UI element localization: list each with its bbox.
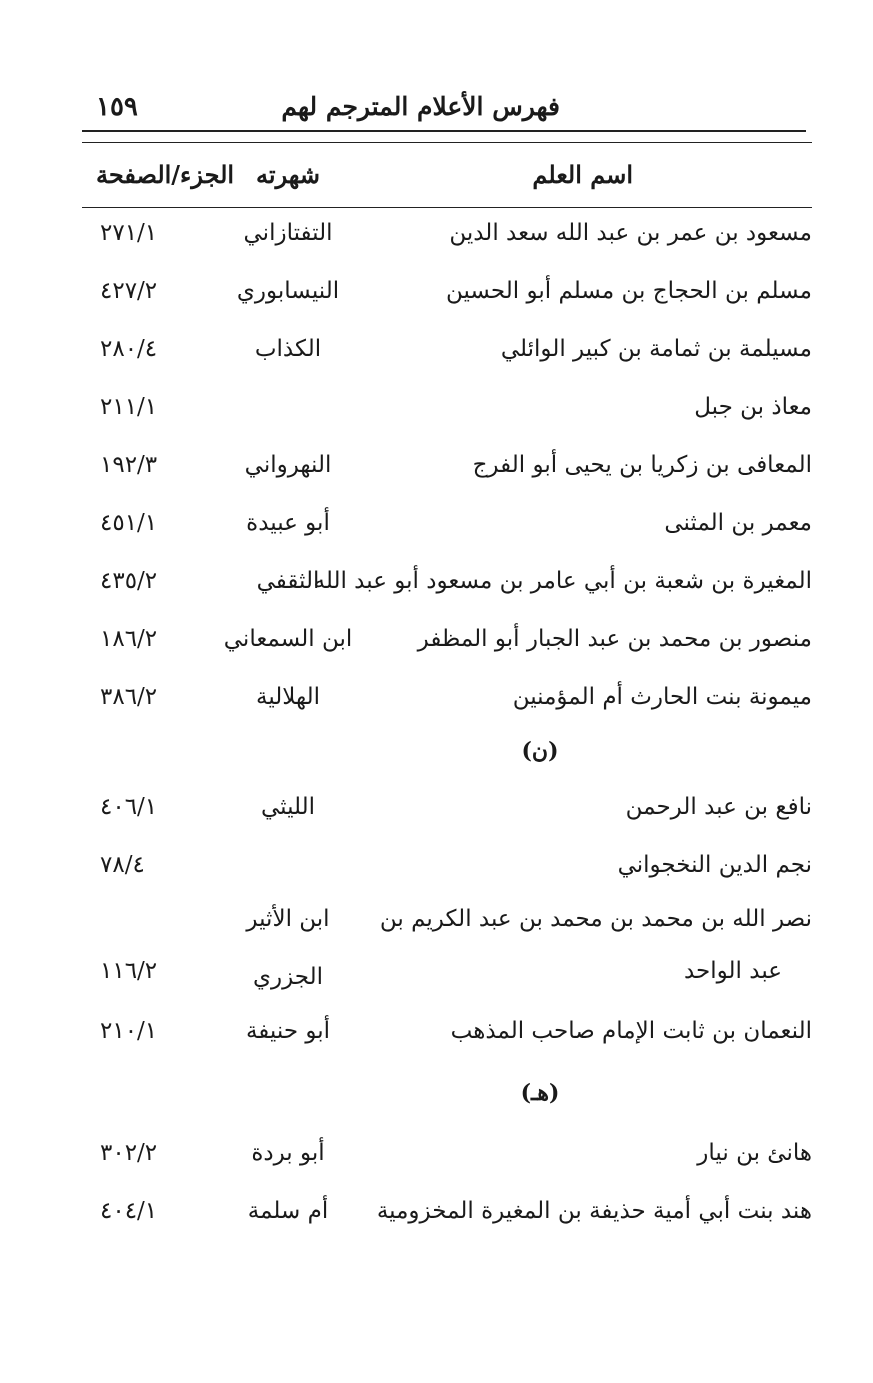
entry-name-line2: عبد الواحد: [683, 958, 782, 984]
entry-name: المغيرة بن شعبة بن أبي عامر بن مسعود أبو عبد الله: [313, 568, 812, 594]
entry-name: النعمان بن ثابت الإمام صاحب المذهب: [450, 1018, 812, 1044]
entry-ref: ٢٨٠/٤: [100, 336, 158, 362]
entry-fame: النيسابوري: [236, 278, 340, 304]
column-header-rule: [82, 207, 812, 208]
entry-fame-line1: ابن الأثير: [246, 906, 330, 932]
table-row: [82, 220, 812, 270]
entry-name: معاذ بن جبل: [694, 394, 812, 420]
table-row: [82, 1140, 812, 1190]
table-row: [82, 626, 812, 676]
entry-fame: أبو عبيدة: [246, 510, 330, 536]
entry-fame: الليثي: [260, 794, 316, 820]
entry-fame: أبو حنيفة: [245, 1018, 331, 1044]
entry-name: ميمونة بنت الحارث أم المؤمنين: [512, 684, 812, 710]
entry-fame: ابن السمعاني: [223, 626, 353, 652]
section-heading-ha: (هـ): [520, 1080, 560, 1106]
entry-ref: ٤٢٧/٢: [100, 278, 158, 304]
entry-fame: التفتازاني: [243, 220, 333, 246]
entry-fame-line2: الجزري: [252, 964, 324, 990]
page-title: فهرس الأعلام المترجم لهم: [281, 92, 560, 121]
entry-fame: الكذاب: [254, 336, 322, 362]
entry-name: هانئ بن نيار: [697, 1140, 812, 1166]
entry-fame: النهرواني: [244, 452, 332, 478]
table-row: [82, 336, 812, 386]
entry-name: هند بنت أبي أمية حذيفة بن المغيرة المخزومية: [376, 1198, 812, 1224]
entry-ref: ١١٦/٢: [100, 958, 158, 984]
entry-name: معمر بن المثنى: [664, 510, 812, 536]
column-header-fame: شهرته: [256, 160, 320, 189]
table-row: [82, 852, 812, 902]
table-row: [82, 278, 812, 328]
entry-ref: ٣٠٢/٢: [100, 1140, 158, 1166]
entry-name: المعافى بن زكريا بن يحيى أبو الفرج: [472, 452, 812, 478]
entry-ref: ٢١١/١: [100, 394, 158, 420]
entry-ref: ٧٨/٤: [100, 852, 145, 878]
column-header-ref: الجزء/الصفحة: [96, 160, 235, 189]
entry-name: نافع بن عبد الرحمن: [625, 794, 812, 820]
entry-ref: ٤٠٤/١: [100, 1198, 158, 1224]
entry-ref: ٣٨٦/٢: [100, 684, 158, 710]
table-row: [82, 568, 812, 618]
entry-ref: ٤٠٦/١: [100, 794, 158, 820]
entry-ref: ١٩٢/٣: [100, 452, 158, 478]
section-heading-nun: (ن): [521, 738, 559, 764]
table-row: [82, 452, 812, 502]
table-row: [82, 1018, 812, 1068]
table-row-multiline: [82, 906, 812, 1006]
table-row: [82, 684, 812, 734]
table-row: [82, 794, 812, 844]
entry-fame: أبو بردة: [251, 1140, 325, 1166]
entry-ref: ٢١٠/١: [100, 1018, 158, 1044]
table-row: [82, 394, 812, 444]
table-row: [82, 510, 812, 560]
entry-fame: الهلالية: [255, 684, 321, 710]
entry-fame: أم سلمة: [247, 1198, 329, 1224]
table-row: [82, 1198, 812, 1248]
header-rule-top: [82, 130, 806, 132]
entry-fame: الثقفي: [256, 568, 320, 594]
entry-ref: ١٨٦/٢: [100, 626, 158, 652]
entry-name: مسلم بن الحجاج بن مسلم أبو الحسين: [445, 278, 812, 304]
entry-name: مسيلمة بن ثمامة بن كبير الوائلي: [500, 336, 812, 362]
header-rule-bottom: [82, 142, 812, 143]
entry-name: منصور بن محمد بن عبد الجبار أبو المظفر: [417, 626, 812, 652]
entry-name: نجم الدين النخجواني: [617, 852, 812, 878]
entry-ref: ٤٣٥/٢: [100, 568, 158, 594]
entry-name-line1: نصر الله بن محمد بن محمد بن عبد الكريم بن: [379, 906, 812, 932]
page-number: ١٥٩: [96, 92, 138, 122]
page-header: [82, 92, 810, 132]
entry-ref: ٢٧١/١: [100, 220, 158, 246]
column-header-name: اسم العلم: [532, 160, 633, 189]
entry-name: مسعود بن عمر بن عبد الله سعد الدين: [449, 220, 812, 246]
entry-ref: ٤٥١/١: [100, 510, 158, 536]
